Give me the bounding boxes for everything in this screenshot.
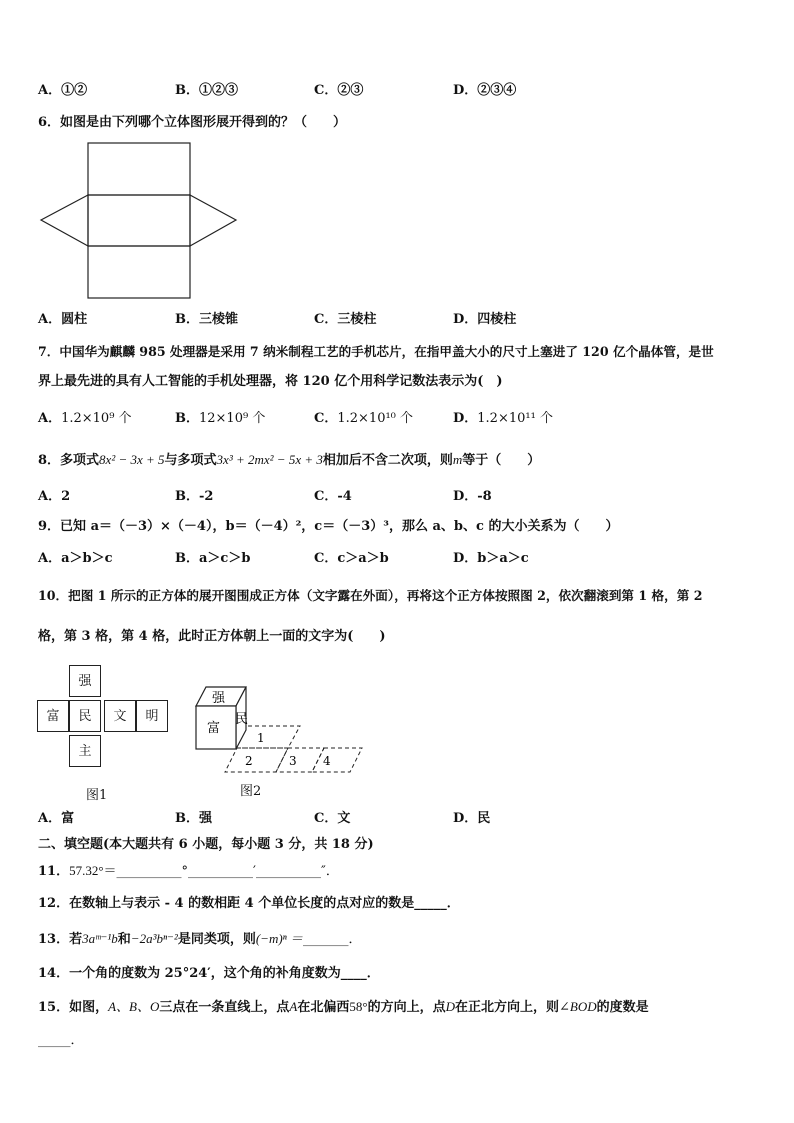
q10-option-a: A．富 [38,811,75,826]
q7-option-c: C．1.2×10¹⁰ 个 [314,411,414,426]
q7-stem-line2: 界上最先进的具有人工智能的手机处理器，将 120 亿个用科学记数法表示为( ) [38,374,503,389]
q11-blank-degrees[interactable]: __________ [116,864,182,879]
q6-option-b: B．三棱锥 [175,312,238,327]
q8-var-m: m [452,452,463,467]
grid-cell-1: 1 [257,731,265,745]
q9-stem: 9．已知 a＝（－3）×（－4），b＝（－4）²，c＝（－3）³，那么 a、b、c 的大小关系为（ ） [38,519,619,534]
q10-figure1-caption: 图1 [86,788,108,803]
q6-option-d: D．四棱柱 [453,312,517,327]
q6-option-a: A．圆柱 [38,312,88,327]
q10-figure2-caption: 图2 [240,784,262,799]
q5-option-a: A．①② [38,83,88,98]
q7-option-b: B．12×10⁹ 个 [175,411,266,426]
q10-stem-line1: 10．把图 1 所示的正方体的展开图围成正方体（文字露在外面），再将这个正方体按照图 2，依次翻滚到第 1 格，第 2 [38,588,703,603]
q5-option-c: C．②③ [314,83,364,98]
net-face-right1: 文 [104,700,136,732]
q7-option-a: A．1.2×10⁹ 个 [38,411,132,426]
q8-option-a: A．2 [38,489,71,504]
q9-option-d: D．b＞a＞c [453,551,529,566]
q8-stem: 8．多项式8x² − 3x + 5与多项式3x³ + 2mx² − 5x + 3相加后不含二次项，则m等于（ ） [38,452,541,468]
q10-figure1-cube-net [37,665,167,775]
cube-top-face: 强 [212,691,226,706]
q10-option-b: B．强 [175,811,212,826]
q9-option-b: B．a＞c＞b [175,551,251,566]
net-face-left: 富 [37,700,69,732]
q8-option-b: B．-2 [175,489,214,504]
q7-option-d: D．1.2×10¹¹ 个 [453,411,553,426]
q13-answer-blank[interactable]: _______． [303,932,362,947]
q11-blank-seconds[interactable]: __________ [256,864,321,879]
net-face-right2: 明 [136,700,168,732]
q5-option-b: B．①②③ [175,83,238,98]
q8-option-c: C．-4 [314,489,352,504]
q9-option-a: A．a＞b＞c [38,551,113,566]
grid-cell-2: 2 [245,754,253,768]
q14: 14．一个角的度数为 25°24′，这个角的补角度数为____． [38,966,380,981]
net-face-bottom: 主 [69,735,101,767]
net-face-center: 民 [69,700,101,732]
q11: 11．57.32°＝__________°__________′__________″． [38,863,339,879]
grid-cell-4: 4 [323,754,331,768]
q5-option-d: D．②③④ [453,83,517,98]
cube-front-face: 富 [207,721,221,736]
q10-option-d: D．民 [453,811,491,826]
q12: 12．在数轴上与表示 - 4 的数相距 4 个单位长度的点对应的数是_____． [38,896,460,911]
q10-stem-line2: 格，第 3 格，第 4 格，此时正方体朝上一面的文字为( ) [38,629,386,644]
q8-option-d: D．-8 [453,489,492,504]
grid-cell-3: 3 [289,754,297,768]
q13: 13．若3aᵐ⁻¹b和−2a³bⁿ⁻²是同类项，则(−m)ⁿ ＝_______． [38,931,362,947]
q8-expr2: 3x³ + 2mx² − 5x + 3 [216,452,323,467]
q8-expr1: 8x² − 3x + 5 [99,452,165,467]
cube-side-face: 民 [235,712,249,727]
q15-line1: 15．如图，A、B、O三点在一条直线上，点A在北偏西58°的方向上，点D在正北方向上，则∠BOD的度数是 [38,999,649,1015]
q10-figure2-rolling-cube [190,682,366,778]
section2-title: 二、填空题(本大题共有 6 小题，每小题 3 分，共 18 分) [38,837,374,852]
q15-answer-blank[interactable]: _____． [38,1033,84,1048]
q6-stem: 6．如图是由下列哪个立体图形展开得到的？（ ） [38,115,347,130]
q6-prism-net-figure [38,140,242,304]
net-face-top: 强 [69,665,101,697]
q7-stem-line1: 7．中国华为麒麟 985 处理器是采用 7 纳米制程工艺的手机芯片，在指甲盖大小的尺寸上塞进了 120 亿个晶体管，是世 [38,344,714,359]
q10-option-c: C．文 [314,811,351,826]
q11-blank-minutes[interactable]: __________ [188,864,254,879]
q9-option-c: C．c＞a＞b [314,551,389,566]
q6-option-c: C．三棱柱 [314,312,377,327]
